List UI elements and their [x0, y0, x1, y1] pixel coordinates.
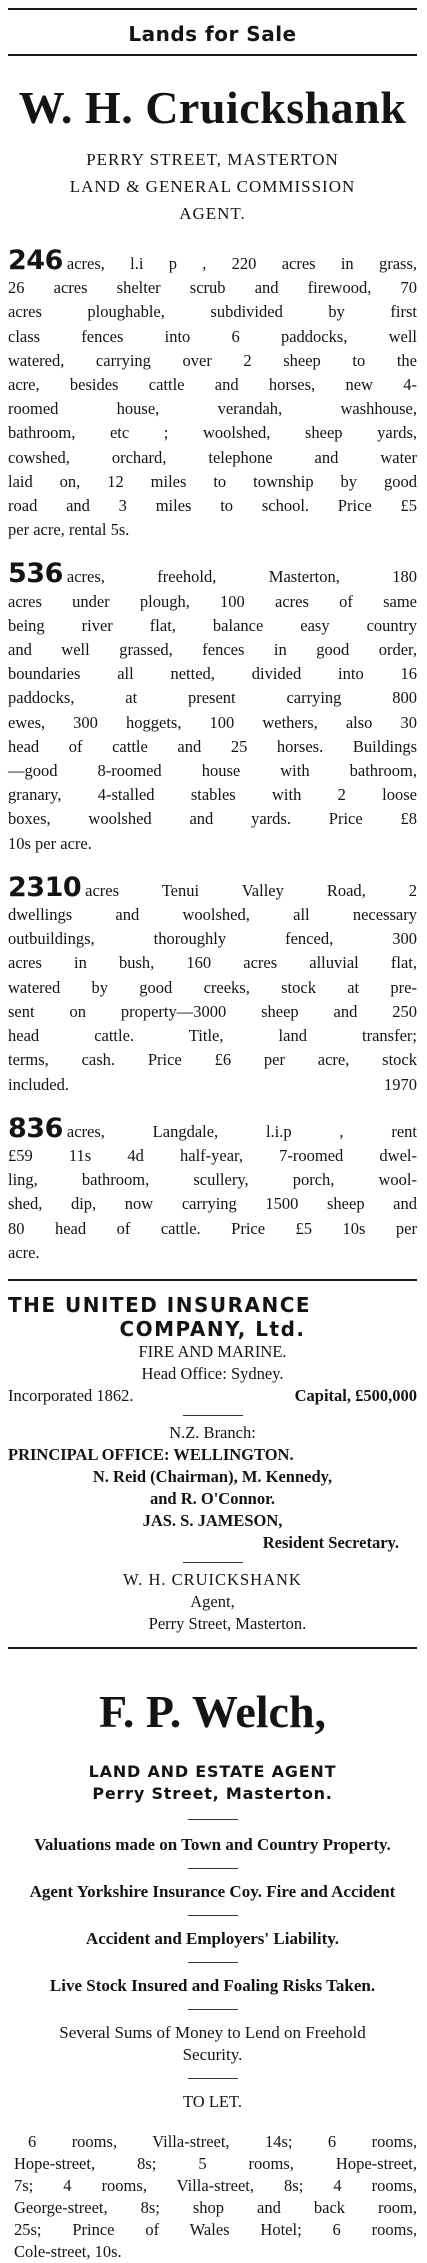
insurance-principal-office: PRINCIPAL OFFICE: WELLINGTON.	[8, 1444, 294, 1464]
insurance-secretary-title: Resident Secretary.	[262, 1532, 399, 1552]
welch-service: Several Sums of Money to Lend on Freehold Security.	[59, 2022, 366, 2064]
insurance-ad	[8, 1281, 417, 1635]
listing-line: outbuildings, thoroughly fenced, 300	[8, 929, 417, 949]
listing-line: acres, Langdale, l.i.p , rent	[66, 1121, 417, 1141]
insurance-directors-line1: N. Reid (Chairman), M. Kennedy,	[92, 1466, 333, 1486]
welch-short-rule	[188, 1819, 238, 1820]
listing-536	[8, 558, 417, 855]
welch-service: Valuations made on Town and Country Property.	[34, 1834, 391, 1854]
listing-line: £59 11s 4d half-year, 7-roomed dwel-	[8, 1145, 417, 1165]
listing-line: terms, cash. Price £6 per acre, stock	[8, 1050, 417, 1070]
to-let-line: 25s; Prince of Wales Hotel; 6 rooms,	[14, 2219, 417, 2239]
listing-line: dwellings and woolshed, all necessary	[8, 905, 417, 925]
welch-short-rule	[188, 2078, 238, 2079]
listing-836	[8, 1112, 417, 1265]
cruickshank-name: W. H. Cruickshank	[18, 82, 407, 133]
insurance-short-rule	[183, 1415, 243, 1416]
listing-line: being river flat, balance easy country	[8, 615, 417, 635]
welch-short-rule	[188, 2009, 238, 2010]
insurance-incorporated: Incorporated 1862.	[8, 1385, 134, 1405]
welch-heading-line2: Perry Street, Masterton.	[92, 1783, 333, 1803]
insurance-head-office: Head Office: Sydney.	[141, 1363, 284, 1383]
listing-line: road and 3 miles to school. Price £5	[8, 496, 417, 516]
to-let-line: Cole-street, 10s.	[14, 2241, 122, 2261]
cruickshank-role: AGENT.	[179, 204, 246, 223]
insurance-agent-name: W. H. CRUICKSHANK	[123, 1569, 302, 1589]
insurance-incorporation-row	[8, 1385, 417, 1407]
to-let-line: Hope-street, 8s; 5 rooms, Hope-street,	[14, 2153, 417, 2173]
listing-line: granary, 4-stalled stables with 2 loose	[8, 785, 417, 805]
listing-line: acres ploughable, subdivided by first	[8, 302, 417, 322]
insurance-title-line1: THE UNITED INSURANCE	[8, 1292, 312, 1317]
insurance-agent-label: Agent,	[190, 1591, 235, 1611]
listing-line: acres, l.i p , 220 acres in grass,	[66, 254, 417, 273]
listing-line: shed, dip, now carrying 1500 sheep and	[8, 1194, 417, 1214]
section-heading: Lands for Sale	[128, 22, 297, 46]
cruickshank-address: PERRY STREET, MASTERTON	[86, 150, 339, 169]
to-let-heading: TO LET.	[183, 2091, 242, 2111]
listing-line: boxes, woolshed and yards. Price £8	[8, 809, 417, 829]
listing-number: 2310	[8, 871, 82, 903]
insurance-capital: Capital, £500,000	[294, 1385, 417, 1405]
insurance-subtitle: FIRE AND MARINE.	[138, 1341, 287, 1361]
welch-service: Accident and Employers' Liability.	[85, 1928, 340, 1948]
listing-number: 536	[8, 558, 63, 590]
to-let-line: 6 rooms, Villa-street, 14s; 6 rooms,	[28, 2131, 417, 2151]
listing-line: acres in bush, 160 acres alluvial flat,	[8, 953, 417, 973]
listing-line: acres Tenui Valley Road, 2	[85, 880, 417, 900]
listing-line: bathroom, etc ; woolshed, sheep yards,	[8, 423, 417, 443]
insurance-branch: N.Z. Branch:	[169, 1422, 256, 1442]
to-let-line: George-street, 8s; shop and back room,	[14, 2197, 417, 2217]
listing-number: 836	[8, 1112, 63, 1144]
insurance-title-line2: COMPANY, Ltd.	[119, 1316, 306, 1341]
section-rule	[8, 54, 417, 56]
listing-line: ewes, 300 hoggets, 100 wethers, also 30	[8, 712, 417, 732]
welch-service: Live Stock Insured and Foaling Risks Taken.	[49, 1975, 376, 1995]
welch-short-rule	[188, 1868, 238, 1869]
welch-short-rule	[188, 1915, 238, 1916]
welch-name: F. P. Welch,	[98, 1685, 327, 1737]
to-let-listing	[8, 2131, 417, 2263]
listing-line: ling, bathroom, scullery, porch, wool-	[8, 1170, 417, 1190]
insurance-secretary-name: JAS. S. JAMESON,	[142, 1510, 283, 1530]
listing-line: 10s per acre.	[8, 833, 92, 853]
listing-line: watered by good creeks, stock at pre-	[8, 977, 417, 997]
listing-line: cowshed, orchard, telephone and water	[8, 447, 417, 467]
insurance-directors-line2: and R. O'Connor.	[149, 1488, 275, 1508]
listing-line: class fences into 6 paddocks, well	[8, 326, 417, 346]
listing-line: acre.	[8, 1242, 40, 1262]
listing-line: 80 head of cattle. Price £5 10s per	[8, 1218, 417, 1238]
welch-ad	[8, 1685, 417, 2263]
listing-line: per acre, rental 5s.	[8, 520, 130, 540]
listing-number: 246	[8, 245, 63, 276]
divider-rule	[8, 1647, 417, 1649]
listing-line: acre, besides cattle and horses, new 4-	[8, 375, 417, 395]
listing-line: acres under plough, 100 acres of same	[8, 591, 417, 611]
listing-2310	[8, 871, 417, 1097]
listing-246	[8, 245, 417, 542]
listing-line: boundaries all netted, divided into 16	[8, 664, 417, 684]
welch-short-rule	[188, 1962, 238, 1963]
listing-line: sent on property—3000 sheep and 250	[8, 1001, 417, 1021]
listing-line: head of cattle and 25 horses. Buildings	[8, 736, 417, 756]
insurance-agent-address: Perry Street, Masterton.	[148, 1613, 307, 1633]
welch-service: Agent Yorkshire Insurance Coy. Fire and Accident	[29, 1881, 396, 1901]
cruickshank-ad	[8, 82, 417, 1265]
listing-line: roomed house, verandah, washhouse,	[8, 399, 417, 419]
listing-line: acres, freehold, Masterton, 180	[66, 567, 417, 587]
listing-line: and well grassed, fences in good order,	[8, 640, 417, 660]
listing-line: —good 8-roomed house with bathroom,	[8, 761, 417, 781]
listing-line: head cattle. Title, land transfer;	[8, 1026, 417, 1046]
listing-line: included. 1970	[8, 1074, 417, 1094]
listing-line: watered, carrying over 2 sheep to the	[8, 350, 417, 370]
listing-line: laid on, 12 miles to township by good	[8, 471, 417, 491]
listing-line: paddocks, at present carrying 800	[8, 688, 417, 708]
cruickshank-business: LAND & GENERAL COMMISSION	[69, 177, 356, 196]
welch-heading-line1: LAND AND ESTATE AGENT	[88, 1761, 337, 1781]
insurance-short-rule	[183, 1562, 243, 1563]
listing-line: 26 acres shelter scrub and firewood, 70	[8, 278, 417, 298]
to-let-line: 7s; 4 rooms, Villa-street, 8s; 4 rooms,	[14, 2175, 417, 2195]
